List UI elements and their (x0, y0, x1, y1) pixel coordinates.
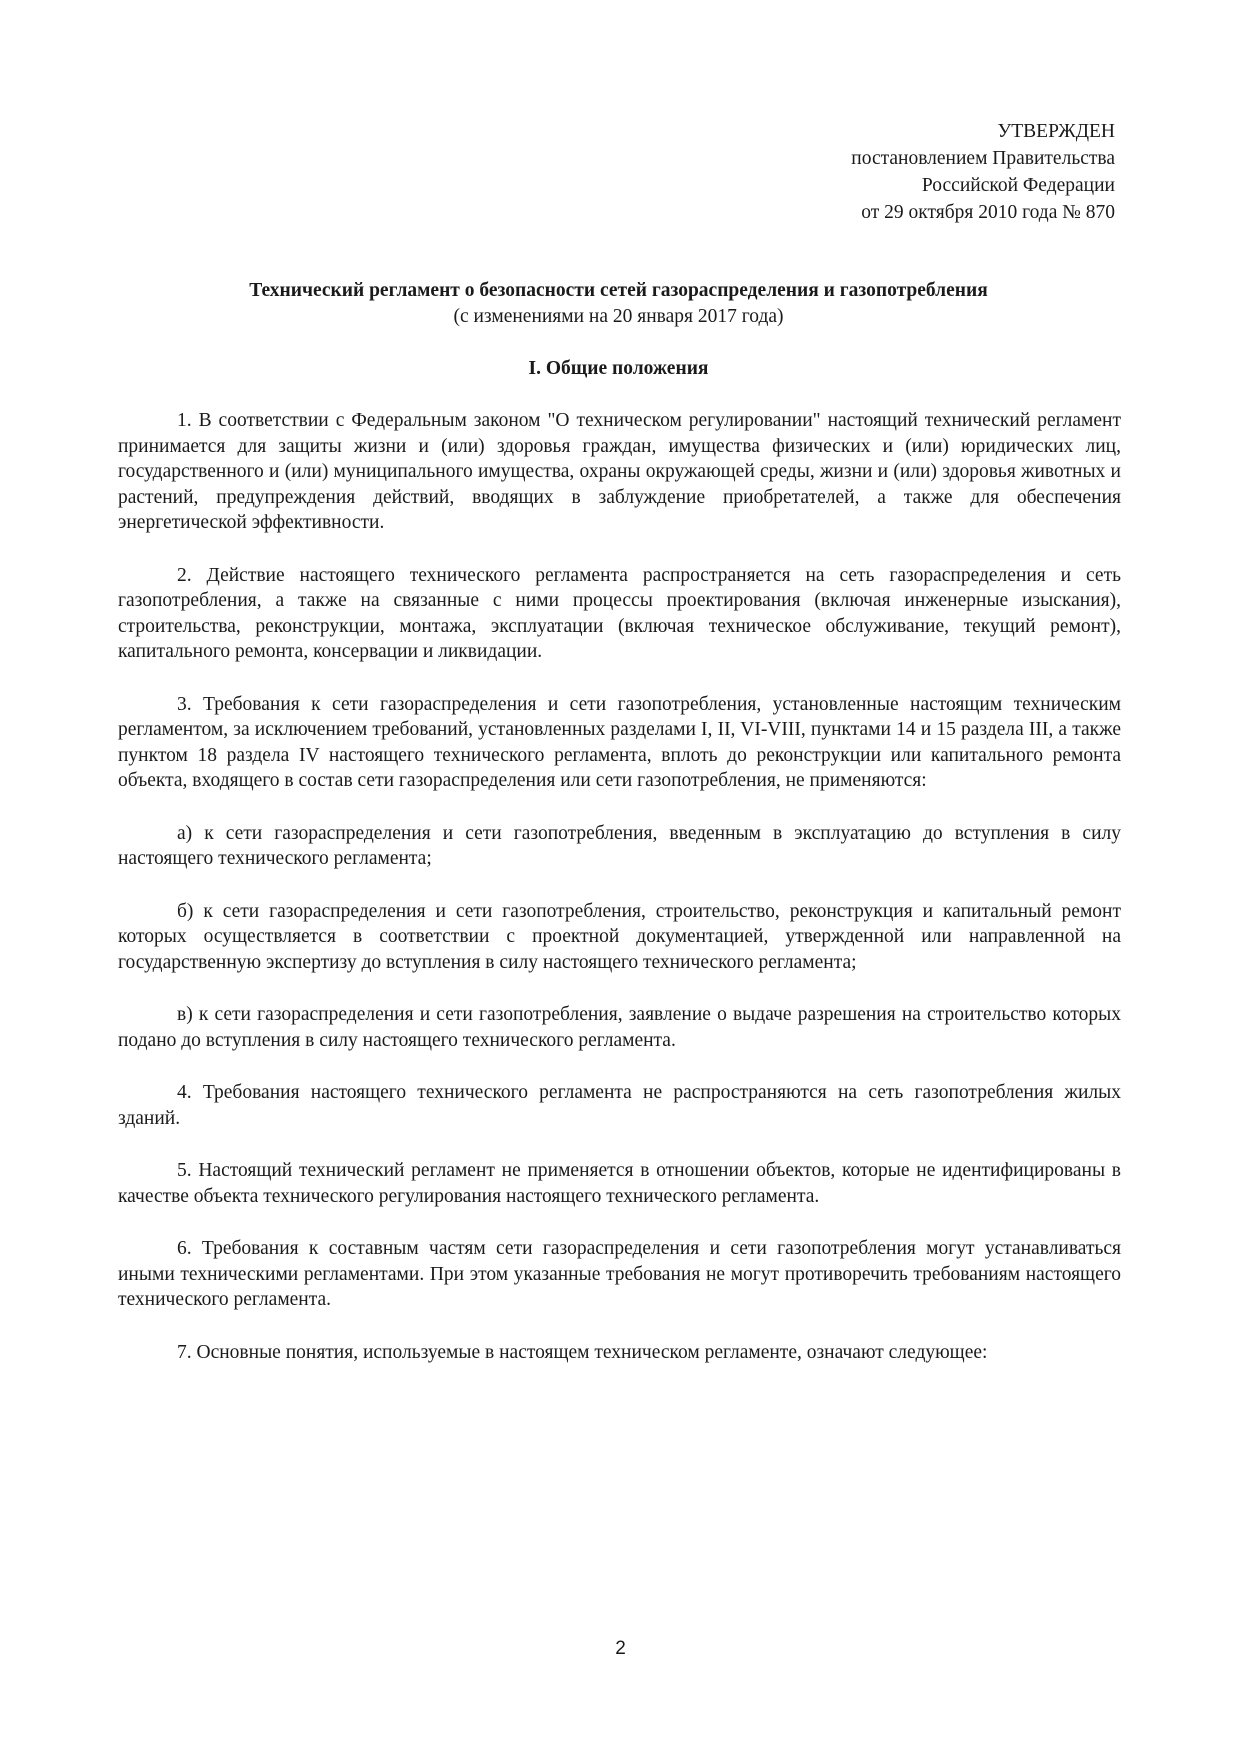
document-body (118, 408, 1121, 1392)
approval-line-4: от 29 октября 2010 года № 870 (861, 202, 1115, 223)
approval-line-2: постановлением Правительства (851, 148, 1115, 169)
paragraph-3: 3. Требования к сети газораспределения и сети газопотребления, установленные настоящим техническим регламентом, за исключением требований, установленных разделами I, II, VI-VIII, пунктами 14 и 15 раздела III, а также пунктом 18 раздела IV настоящего технического регламента, вплоть до реконструкции или капитального ремонта объекта, входящего в состав сети газораспределения или сети газопотребления, не применяются: (118, 693, 1121, 791)
paragraph-2: 2. Действие настоящего технического регламента распространяется на сеть газораспределения и сеть газопотребления, а также на связанные с ними процессы проектирования (включая инженерные изыскания), строительства, реконструкции, монтажа, эксплуатации (включая техническое обслуживание, текущий ремонт), капитального ремонта, консервации и ликвидации. (118, 564, 1121, 662)
paragraph-1: 1. В соответствии с Федеральным законом "О техническом регулировании" настоящий технический регламент принимается для защиты жизни и (или) здоровья граждан, имущества физических и (или) юридических лиц, государственного и (или) муниципального имущества, охраны окружающей среды, жизни и (или) здоровья животных и растений, предупреждения действий, вводящих в заблуждение приобретателей, а также для обеспечения энергетической эффективности. (118, 410, 1121, 533)
approval-line-1: УТВЕРЖДЕН (997, 121, 1115, 142)
document-title-main: Технический регламент о безопасности сетей газораспределения и газопотребления (249, 280, 988, 301)
paragraph-7: 7. Основные понятия, используемые в настоящем техническом регламенте, означают следующее: (177, 1341, 988, 1363)
paragraph-5: 5. Настоящий технический регламент не применяется в отношении объектов, которые не идентифицированы в качестве объекта технического регулирования настоящего технического регламента. (118, 1160, 1121, 1207)
paragraph-6: 6. Требования к составным частям сети газораспределения и сети газопотребления могут устанавливаться иными техническими регламентами. При этом указанные требования не могут противоречить требованиям настоящего технического регламента. (118, 1238, 1121, 1310)
approval-block (851, 118, 1115, 226)
page-number: 2 (615, 1638, 626, 1659)
document-title-subtitle: (с изменениями на 20 января 2017 года) (453, 306, 784, 327)
paragraph-3v: в) к сети газораспределения и сети газопотребления, заявление о выдаче разрешения на строительство которых подано до вступления в силу настоящего технического регламента. (118, 1004, 1121, 1051)
section-heading: I. Общие положения (528, 358, 709, 379)
approval-line-3: Российской Федерации (921, 175, 1115, 196)
document-title (118, 278, 1119, 330)
paragraph-3b: б) к сети газораспределения и сети газопотребления, строительство, реконструкция и капитальный ремонт которых осуществляется в соответствии с проектной документацией, утвержденной или направленной на государственную экспертизу до вступления в силу настоящего технического регламента; (118, 900, 1121, 973)
paragraph-4: 4. Требования настоящего технического регламента не распространяются на сеть газопотребления жилых зданий. (118, 1082, 1121, 1129)
paragraph-3a: а) к сети газораспределения и сети газопотребления, введенным в эксплуатацию до вступления в силу настоящего технического регламента; (118, 822, 1121, 869)
